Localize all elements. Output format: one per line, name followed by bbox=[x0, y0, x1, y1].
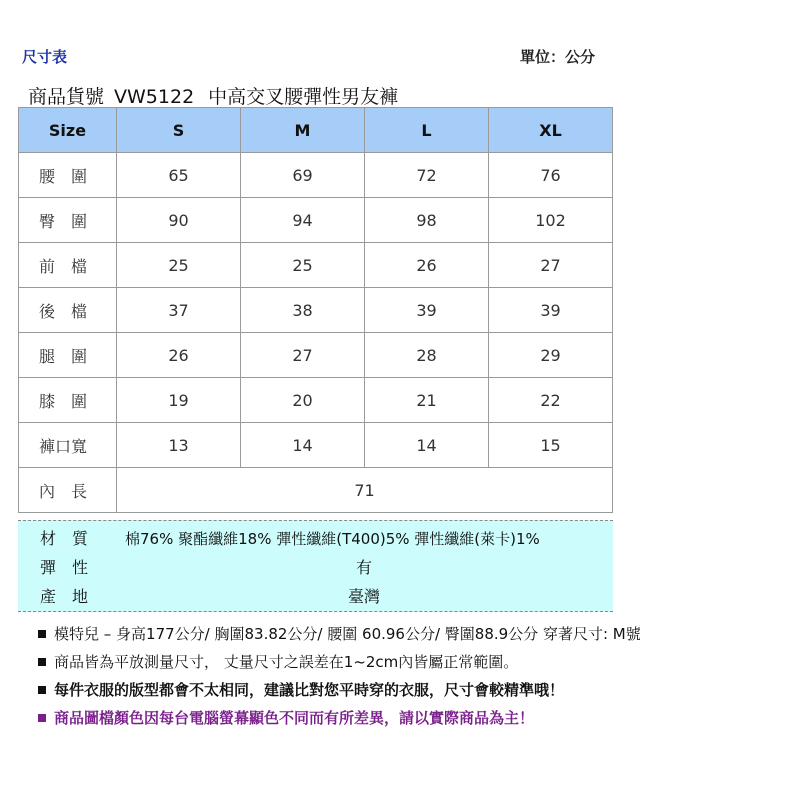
table-row bbox=[19, 153, 613, 198]
row-label: 褲口寬 bbox=[19, 423, 117, 468]
table-cell: 39 bbox=[365, 288, 489, 333]
product-title bbox=[28, 82, 398, 109]
table-cell: 14 bbox=[241, 423, 365, 468]
note-text: 商品圖檔顏色因每台電腦螢幕顯色不同而有所差異，請以實際商品為主！ bbox=[54, 709, 535, 727]
note-item bbox=[38, 678, 564, 702]
note-item bbox=[38, 650, 518, 674]
note-item bbox=[38, 622, 641, 646]
bullet-icon bbox=[38, 658, 46, 666]
table-cell: 20 bbox=[241, 378, 365, 423]
table-cell: 94 bbox=[241, 198, 365, 243]
table-cell: 26 bbox=[365, 243, 489, 288]
table-cell: 13 bbox=[117, 423, 241, 468]
table-row bbox=[19, 423, 613, 468]
row-label: 後 檔 bbox=[19, 288, 117, 333]
table-cell: 27 bbox=[241, 333, 365, 378]
header-l: L bbox=[365, 108, 489, 153]
origin-value: 臺灣 bbox=[347, 587, 380, 606]
table-cell: 19 bbox=[117, 378, 241, 423]
table-cell: 76 bbox=[489, 153, 613, 198]
row-label: 腿 圍 bbox=[19, 333, 117, 378]
table-cell: 25 bbox=[117, 243, 241, 288]
header-s: S bbox=[117, 108, 241, 153]
stretch-row bbox=[18, 553, 613, 583]
stretch-value: 有 bbox=[355, 558, 372, 577]
bullet-icon bbox=[38, 714, 46, 722]
table-cell: 21 bbox=[365, 378, 489, 423]
fabric-row bbox=[18, 524, 613, 554]
material-section bbox=[18, 520, 613, 612]
bullet-icon bbox=[38, 630, 46, 638]
size-chart-heading: 尺寸表 bbox=[22, 48, 68, 66]
size-table bbox=[18, 107, 613, 513]
note-text: 每件衣服的版型都會不太相同，建議比對您平時穿的衣服，尺寸會較精準哦！ bbox=[54, 681, 565, 699]
table-cell: 29 bbox=[489, 333, 613, 378]
row-label: 腰 圍 bbox=[19, 153, 117, 198]
table-cell: 22 bbox=[489, 378, 613, 423]
size-header-row bbox=[19, 108, 613, 153]
inseam-value: 71 bbox=[117, 468, 613, 513]
table-row bbox=[19, 378, 613, 423]
header-xl: XL bbox=[489, 108, 613, 153]
table-row bbox=[19, 243, 613, 288]
table-cell: 26 bbox=[117, 333, 241, 378]
fabric-value: 棉76% 聚酯纖維18% 彈性纖維(T400)5% 彈性纖維(萊卡)1% bbox=[125, 530, 540, 548]
table-cell: 65 bbox=[117, 153, 241, 198]
table-cell: 69 bbox=[241, 153, 365, 198]
table-cell: 27 bbox=[489, 243, 613, 288]
stretch-label: 彈 性 bbox=[40, 558, 89, 577]
table-row bbox=[19, 333, 613, 378]
product-code: VW5122 bbox=[114, 86, 195, 108]
table-cell: 28 bbox=[365, 333, 489, 378]
unit-label: 單位：公分 bbox=[520, 48, 596, 66]
note-text: 商品皆為平放測量尺寸， 丈量尺寸之誤差在1~2cm內皆屬正常範圍。 bbox=[54, 653, 519, 671]
table-cell: 14 bbox=[365, 423, 489, 468]
origin-row bbox=[18, 582, 613, 612]
product-name: 中高交叉腰彈性男友褲 bbox=[208, 86, 399, 108]
table-cell: 39 bbox=[489, 288, 613, 333]
bullet-icon bbox=[38, 686, 46, 694]
table-cell: 72 bbox=[365, 153, 489, 198]
table-cell: 98 bbox=[365, 198, 489, 243]
table-row bbox=[19, 288, 613, 333]
table-cell: 15 bbox=[489, 423, 613, 468]
table-cell: 25 bbox=[241, 243, 365, 288]
inseam-label: 內 長 bbox=[19, 468, 117, 513]
table-cell: 37 bbox=[117, 288, 241, 333]
row-label: 前 檔 bbox=[19, 243, 117, 288]
note-text: 模特兒 – 身高177公分/ 胸圍83.82公分/ 腰圍 60.96公分/ 臀圍88.9公分 穿著尺寸: M號 bbox=[54, 625, 641, 643]
origin-label: 產 地 bbox=[40, 587, 89, 606]
note-item-highlight bbox=[38, 706, 534, 730]
table-cell: 38 bbox=[241, 288, 365, 333]
row-label: 膝 圍 bbox=[19, 378, 117, 423]
table-cell: 90 bbox=[117, 198, 241, 243]
table-row bbox=[19, 198, 613, 243]
header-size: Size bbox=[19, 108, 117, 153]
inseam-row bbox=[19, 468, 613, 513]
fabric-label: 材 質 bbox=[40, 529, 89, 548]
product-code-label: 商品貨號 bbox=[28, 86, 105, 108]
header-m: M bbox=[241, 108, 365, 153]
table-cell: 102 bbox=[489, 198, 613, 243]
row-label: 臀 圍 bbox=[19, 198, 117, 243]
